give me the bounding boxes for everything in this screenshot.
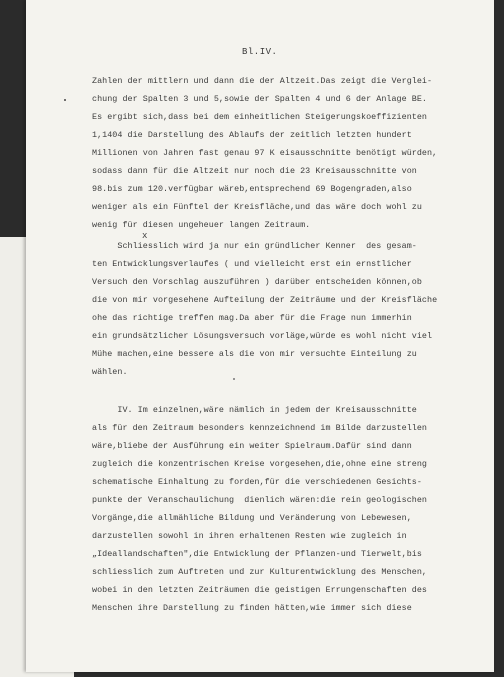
text-line: punkte der Veranschaulichung dienlich wären:die rein geologischen [92, 495, 428, 505]
text-line: Es ergibt sich,dass bei dem einheitlichen Steigerungskoeffizienten [92, 112, 428, 122]
text-line: Vorgänge,die allmähliche Bildung und Veränderung von Lebewesen, [92, 513, 412, 523]
text-line: „Ideallandschaften",die Entwicklung der Pflanzen-und Tierwelt,bis [92, 549, 422, 559]
text-line: Mühe machen,eine bessere als die von mir versuchte Einteilung zu [92, 349, 417, 359]
text-line: Schliesslich wird ja nur ein gründlicher Kenner des gesam- [92, 241, 417, 251]
text-line: IV. Im einzelnen,wäre nämlich in jedem der Kreisausschnitte [92, 405, 417, 415]
text-line: wäre,bliebe der Ausführung ein weiter Spielraum.Dafür sind dann [92, 441, 412, 451]
text-line: 1,1404 die Darstellung des Ablaufs der zeitlich letzten hundert [92, 130, 412, 140]
text-line: schematische Einhaltung zu forden,für die verschiedenen Gesichts- [92, 477, 422, 487]
text-line: sodass dann für die Altzeit nur noch die 23 Kreisausschnitte von [92, 166, 417, 176]
text-line: ten Entwicklungsverlaufes ( und vielleicht erst ein ernstlicher [92, 259, 412, 269]
text-line: darzustellen sowohl in ihren erhaltenen Resten wie zugleich in [92, 531, 407, 541]
text-line: ohe das richtige treffen mag.Da aber für die Frage nun immerhin [92, 313, 412, 323]
text-line: wenig für diesen ungeheuer langen Zeitraum. [92, 220, 311, 230]
text-line: wobei in den letzten Zeiträumen die geistigen Errungenschaften des [92, 585, 428, 595]
margin-mark: x [142, 231, 148, 241]
typewritten-page [26, 0, 494, 672]
text-line: zugleich die konzentrischen Kreise vorgesehen,die,ohne eine streng [92, 459, 428, 469]
page-number: Bl.IV. [242, 47, 278, 57]
text-line: Versuch den Vorschlag auszuführen ) darüber entscheiden können,ob [92, 277, 422, 287]
text-line: Menschen ihre Darstellung zu finden hätten,wie immer sich diese [92, 603, 412, 613]
text-line: Zahlen der mittlern und dann die der Altzeit.Das zeigt die Verglei- [92, 76, 433, 86]
ink-dot [64, 99, 66, 101]
text-line: die von mir vorgesehene Aufteilung der Zeiträume und der Kreisfläche [92, 295, 438, 305]
text-line: weniger als ein Fünftel der Kreisfläche,und das wäre doch wohl zu [92, 202, 422, 212]
text-line: schliesslich zum Auftreten und zur Kulturentwicklung des Menschen, [92, 567, 428, 577]
text-line: als für den Zeitraum besonders kennzeichnend im Bilde darzustellen [92, 423, 428, 433]
ink-dot [233, 378, 235, 380]
text-line: chung der Spalten 3 und 5,sowie der Spalten 4 und 6 der Anlage BE. [92, 94, 428, 104]
text-line: wählen. [92, 367, 128, 377]
text-line: ein grundsätzlicher Lösungsversuch vorläge,würde es wohl nicht viel [92, 331, 433, 341]
text-line: Millionen von Jahren fast genau 97 K eisausschnitte benötigt würden, [92, 148, 438, 158]
text-line: 98.bis zum 120.verfügbar wäreb,entsprechend 69 Bogengraden,also [92, 184, 412, 194]
